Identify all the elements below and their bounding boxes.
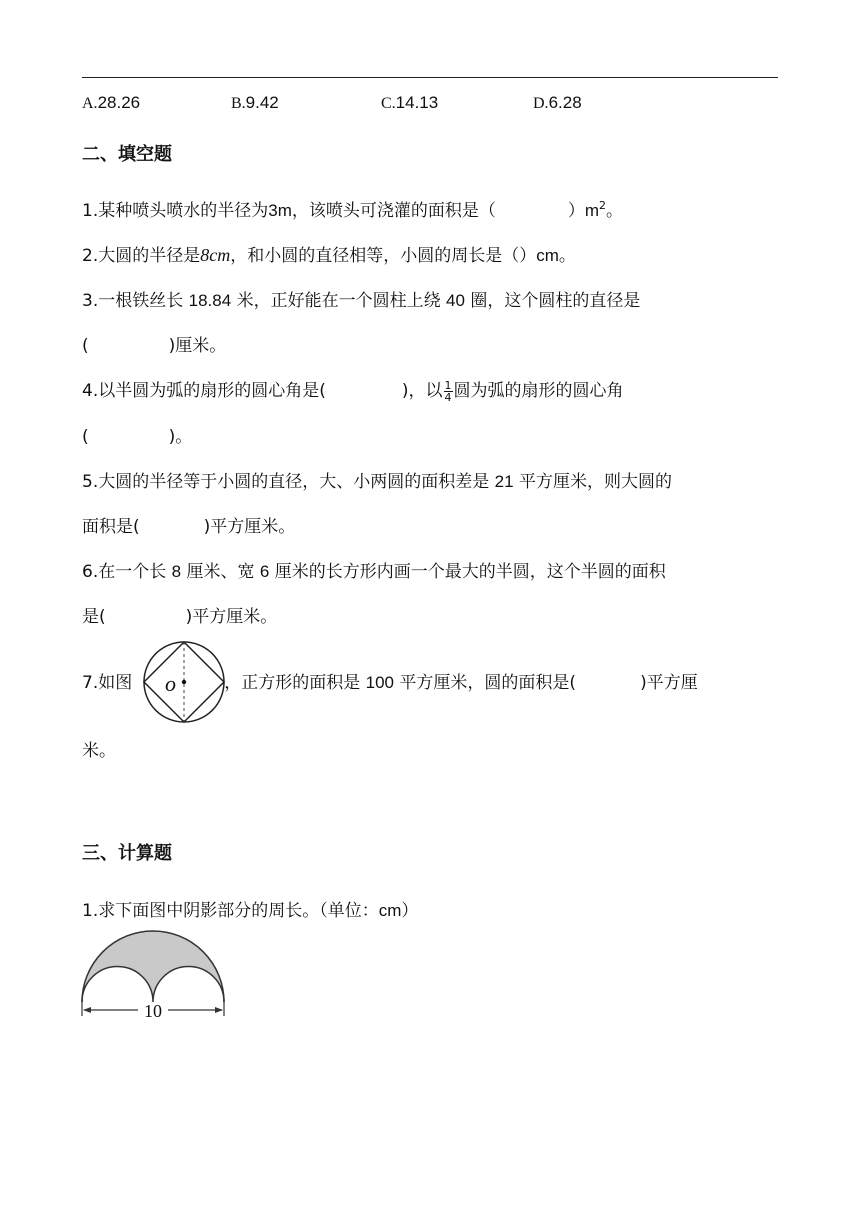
- circle-square-figure: [140, 640, 232, 724]
- question-7-line-2: 米。: [82, 741, 116, 761]
- center-point: [182, 680, 186, 684]
- question-4: 4.以半圆为弧的扇形的圆心角是( )，以 $\frac{1}{4}$ 圆为弧的扇形的圆心角: [82, 378, 624, 404]
- shaded-semicircle-figure: [78, 926, 228, 1022]
- option-c[interactable]: C.14.13: [381, 93, 439, 112]
- calc-question-1: 1.求下面图中阴影部分的周长。（单位：cm）: [82, 901, 419, 921]
- option-a[interactable]: A.28.26: [82, 93, 141, 112]
- arrow-left-icon: [83, 1007, 91, 1013]
- option-d[interactable]: D.6.28: [533, 93, 582, 112]
- question-5-line-2: 面积是( )平方厘米。: [82, 517, 296, 537]
- arrow-right-icon: [215, 1007, 223, 1013]
- section-title-calculation: 三、计算题: [82, 843, 172, 864]
- option-b[interactable]: B.9.42: [231, 93, 279, 112]
- question-2: 2.大圆的半径是8cm，和小圆的直径相等，小圆的周长是（）cm。: [82, 245, 576, 266]
- center-label: o: [165, 671, 176, 696]
- dimension-label: 10: [144, 1001, 162, 1021]
- section-title-fill-blank: 二、填空题: [82, 144, 172, 165]
- question-1: 1.某种喷头喷水的半径为3m，该喷头可浇灌的面积是（ ）$m^2$。: [82, 199, 624, 221]
- question-3: 3.一根铁丝长 18.84 米，正好能在一个圆柱上绕 40 圈，这个圆柱的直径是: [82, 291, 641, 311]
- question-6-line-2: 是( )平方厘米。: [82, 607, 278, 627]
- question-4-line-2: ( )。: [82, 427, 193, 447]
- question-5: 5.大圆的半径等于小圆的直径，大、小两圆的面积差是 21 平方厘米，则大圆的: [82, 472, 672, 492]
- question-7: 7.如图 ，正方形的面积是 100 平方厘米，圆的面积是( )平方厘: [82, 673, 698, 693]
- question-3-line-2: ( )厘米。: [82, 336, 227, 356]
- shaded-region: [82, 931, 224, 1002]
- question-6: 6.在一个长 8 厘米、宽 6 厘米的长方形内画一个最大的半圆，这个半圆的面积: [82, 562, 666, 582]
- fraction-one-quarter: $\frac{1}{4}$: [444, 378, 452, 404]
- header-rule: [82, 77, 778, 78]
